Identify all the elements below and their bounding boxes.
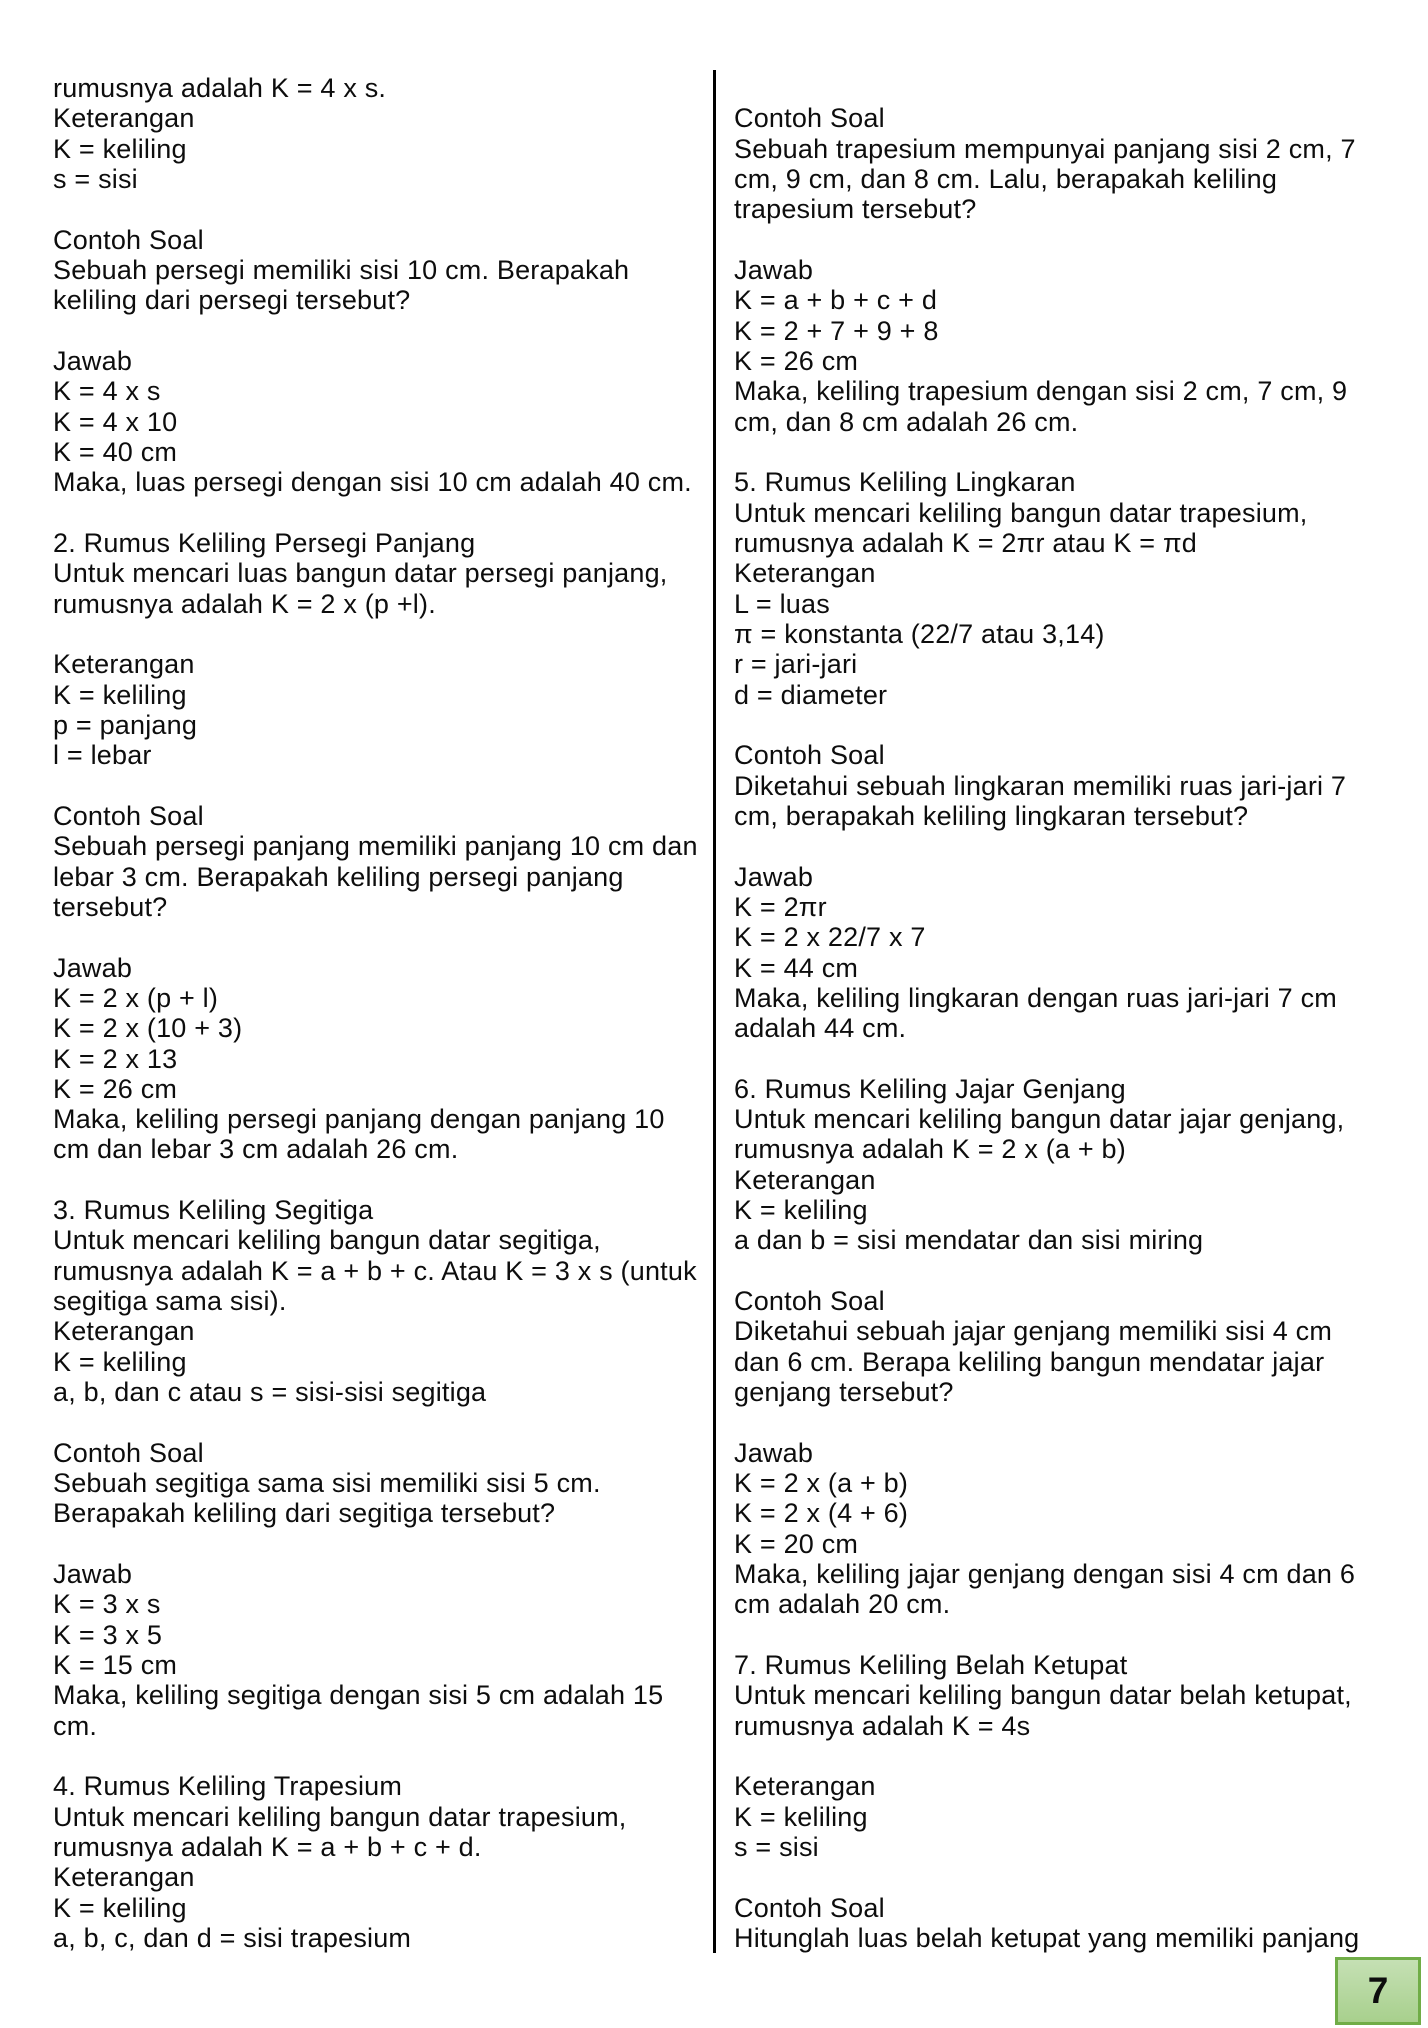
left-text-column — [53, 73, 713, 1953]
text-line — [734, 1741, 1414, 1771]
text-line: rumusnya adalah K = 2 x (p +l). — [53, 588, 436, 619]
text-line: K = 2 x 22/7 x 7 — [734, 922, 926, 953]
text-line — [734, 1044, 1414, 1074]
text-line: 7. Rumus Keliling Belah Ketupat — [734, 1650, 1128, 1681]
text-line: rumusnya adalah K = a + b + c + d. — [53, 1832, 482, 1863]
text-line: K = 3 x 5 — [53, 1619, 163, 1650]
text-line: K = 2 x (4 + 6) — [734, 1498, 909, 1529]
text-line: r = jari-jari — [734, 649, 858, 680]
text-line: K = 2πr — [734, 891, 827, 922]
text-line: cm, dan 8 cm adalah 26 cm. — [734, 406, 1079, 437]
text-line: Keterangan — [53, 649, 195, 680]
text-line: Untuk mencari keliling bangun datar trapesium, — [53, 1801, 627, 1832]
text-line: K = a + b + c + d — [734, 285, 938, 316]
text-line: Maka, keliling jajar genjang dengan sisi 4 cm dan 6 — [734, 1559, 1356, 1590]
text-line: Keterangan — [53, 103, 195, 134]
text-line — [734, 225, 1414, 255]
text-line: K = 26 cm — [734, 345, 859, 376]
text-line: Sebuah persegi memiliki sisi 10 cm. Berapakah — [53, 254, 630, 285]
text-line: K = 2 x (a + b) — [734, 1468, 909, 1499]
column-divider — [713, 70, 716, 1953]
text-line: K = 2 x (10 + 3) — [53, 1013, 243, 1044]
text-line: genjang tersebut? — [734, 1377, 954, 1408]
text-line: Jawab — [734, 1437, 814, 1468]
text-line: Diketahui sebuah jajar genjang memiliki sisi 4 cm — [734, 1316, 1333, 1347]
text-line: L = luas — [734, 588, 830, 619]
text-line: K = 26 cm — [53, 1073, 178, 1104]
text-line: rumusnya adalah K = 4s — [734, 1710, 1031, 1741]
text-line: trapesium tersebut? — [734, 194, 977, 225]
text-line: Contoh Soal — [53, 224, 204, 255]
text-line: s = sisi — [53, 163, 138, 194]
text-line: Untuk mencari keliling bangun datar trapesium, — [734, 497, 1308, 528]
text-line: Contoh Soal — [53, 1437, 204, 1468]
text-line: π = konstanta (22/7 atau 3,14) — [734, 618, 1105, 649]
text-line: K = 40 cm — [53, 436, 178, 467]
text-line: K = keliling — [53, 133, 187, 164]
text-line: 3. Rumus Keliling Segitiga — [53, 1195, 374, 1226]
text-line: Untuk mencari keliling bangun datar segitiga, — [53, 1225, 601, 1256]
text-line: l = lebar — [53, 740, 152, 771]
page-number: 7 — [1367, 1970, 1389, 2011]
text-line: cm dan lebar 3 cm adalah 26 cm. — [53, 1134, 459, 1165]
text-line: K = keliling — [734, 1801, 868, 1832]
text-line: Berapakah keliling dari segitiga tersebut? — [53, 1498, 556, 1529]
text-line: cm, 9 cm, dan 8 cm. Lalu, berapakah keliling — [734, 163, 1278, 194]
text-line: Keterangan — [53, 1316, 195, 1347]
text-line — [53, 771, 713, 801]
text-line: Contoh Soal — [734, 1892, 885, 1923]
text-line: K = 20 cm — [734, 1528, 859, 1559]
text-line: K = 2 x (p + l) — [53, 982, 219, 1013]
text-line: rumusnya adalah K = 4 x s. — [53, 73, 387, 103]
text-line: a, b, c, dan d = sisi trapesium — [53, 1923, 412, 1954]
text-line: d = diameter — [734, 679, 888, 710]
text-line: Untuk mencari keliling bangun datar jajar genjang, — [734, 1104, 1345, 1135]
text-line — [734, 1256, 1414, 1286]
text-line: Keterangan — [53, 1862, 195, 1893]
text-line: K = keliling — [53, 1892, 187, 1923]
text-line: 4. Rumus Keliling Trapesium — [53, 1771, 403, 1802]
text-line: adalah 44 cm. — [734, 1013, 907, 1044]
text-line: Maka, keliling segitiga dengan sisi 5 cm adalah 15 — [53, 1680, 664, 1711]
text-line: Maka, keliling persegi panjang dengan panjang 10 — [53, 1104, 665, 1135]
text-line — [53, 1165, 713, 1195]
text-line: Untuk mencari keliling bangun datar belah ketupat, — [734, 1680, 1352, 1711]
text-line: Contoh Soal — [734, 740, 885, 771]
text-line — [734, 1407, 1414, 1437]
text-line — [53, 316, 713, 346]
text-line: p = panjang — [53, 709, 198, 740]
text-line: s = sisi — [734, 1832, 819, 1863]
text-line — [734, 73, 1414, 103]
text-line — [53, 194, 713, 224]
text-line — [734, 710, 1414, 740]
text-line: lebar 3 cm. Berapakah keliling persegi panjang — [53, 861, 624, 892]
text-line: K = 44 cm — [734, 952, 859, 983]
text-line: 6. Rumus Keliling Jajar Genjang — [734, 1073, 1126, 1104]
text-line — [53, 1741, 713, 1771]
text-line: Sebuah trapesium mempunyai panjang sisi 2 cm, 7 — [734, 133, 1356, 164]
text-line: Keterangan — [734, 1771, 876, 1802]
text-line — [53, 498, 713, 528]
text-line: Maka, luas persegi dengan sisi 10 cm adalah 40 cm. — [53, 467, 692, 498]
text-line — [53, 619, 713, 649]
text-line — [53, 922, 713, 952]
text-line: rumusnya adalah K = a + b + c. Atau K = 3 x s (untuk — [53, 1255, 697, 1286]
text-line: keliling dari persegi tersebut? — [53, 285, 411, 316]
text-line: tersebut? — [53, 891, 168, 922]
text-line — [734, 1620, 1414, 1650]
text-line: Contoh Soal — [734, 103, 885, 134]
text-line — [53, 1529, 713, 1559]
text-line: K = 4 x 10 — [53, 406, 178, 437]
text-line: cm adalah 20 cm. — [734, 1589, 951, 1620]
text-line: K = 4 x s — [53, 376, 161, 407]
text-line: Keterangan — [734, 1164, 876, 1195]
text-line: Jawab — [734, 254, 814, 285]
text-line: 5. Rumus Keliling Lingkaran — [734, 467, 1076, 498]
text-line: Jawab — [734, 861, 814, 892]
text-line: Jawab — [53, 952, 133, 983]
text-line: rumusnya adalah K = 2 x (a + b) — [734, 1134, 1126, 1165]
page-number-badge — [1335, 1957, 1421, 2025]
text-line: Sebuah segitiga sama sisi memiliki sisi 5 cm. — [53, 1468, 601, 1499]
text-line: Sebuah persegi panjang memiliki panjang 10 cm dan — [53, 831, 698, 862]
text-line: Maka, keliling trapesium dengan sisi 2 cm, 7 cm, 9 — [734, 376, 1348, 407]
right-text-column — [734, 73, 1414, 1953]
text-line: K = keliling — [53, 1346, 187, 1377]
text-line: K = 15 cm — [53, 1650, 178, 1681]
text-line: a, b, dan c atau s = sisi-sisi segitiga — [53, 1377, 487, 1408]
text-line — [53, 1407, 713, 1437]
text-line — [734, 831, 1414, 861]
text-line: Jawab — [53, 1559, 133, 1590]
text-line: K = 2 x 13 — [53, 1043, 178, 1074]
text-line: Keterangan — [734, 558, 876, 589]
text-line: a dan b = sisi mendatar dan sisi miring — [734, 1225, 1204, 1256]
text-line: K = 2 + 7 + 9 + 8 — [734, 315, 939, 346]
text-line — [734, 1862, 1414, 1892]
text-line: cm. — [53, 1710, 98, 1741]
text-line: rumusnya adalah K = 2πr atau K = πd — [734, 527, 1198, 558]
text-line: Contoh Soal — [734, 1286, 885, 1317]
text-line: Jawab — [53, 345, 133, 376]
text-line: dan 6 cm. Berapa keliling bangun mendatar jajar — [734, 1346, 1325, 1377]
text-line: 2. Rumus Keliling Persegi Panjang — [53, 527, 476, 558]
text-line — [734, 437, 1414, 467]
text-line: Diketahui sebuah lingkaran memiliki ruas jari-jari 7 — [734, 770, 1347, 801]
text-line: K = keliling — [53, 679, 187, 710]
text-line: segitiga sama sisi). — [53, 1286, 287, 1317]
text-line: Hitunglah luas belah ketupat yang memiliki panjang — [734, 1923, 1360, 1954]
text-line: cm, berapakah keliling lingkaran tersebut? — [734, 800, 1249, 831]
text-line: K = keliling — [734, 1195, 868, 1226]
text-line: Maka, keliling lingkaran dengan ruas jari-jari 7 cm — [734, 982, 1337, 1013]
text-line: Untuk mencari luas bangun datar persegi panjang, — [53, 558, 668, 589]
text-line: Contoh Soal — [53, 800, 204, 831]
text-line: K = 3 x s — [53, 1589, 161, 1620]
